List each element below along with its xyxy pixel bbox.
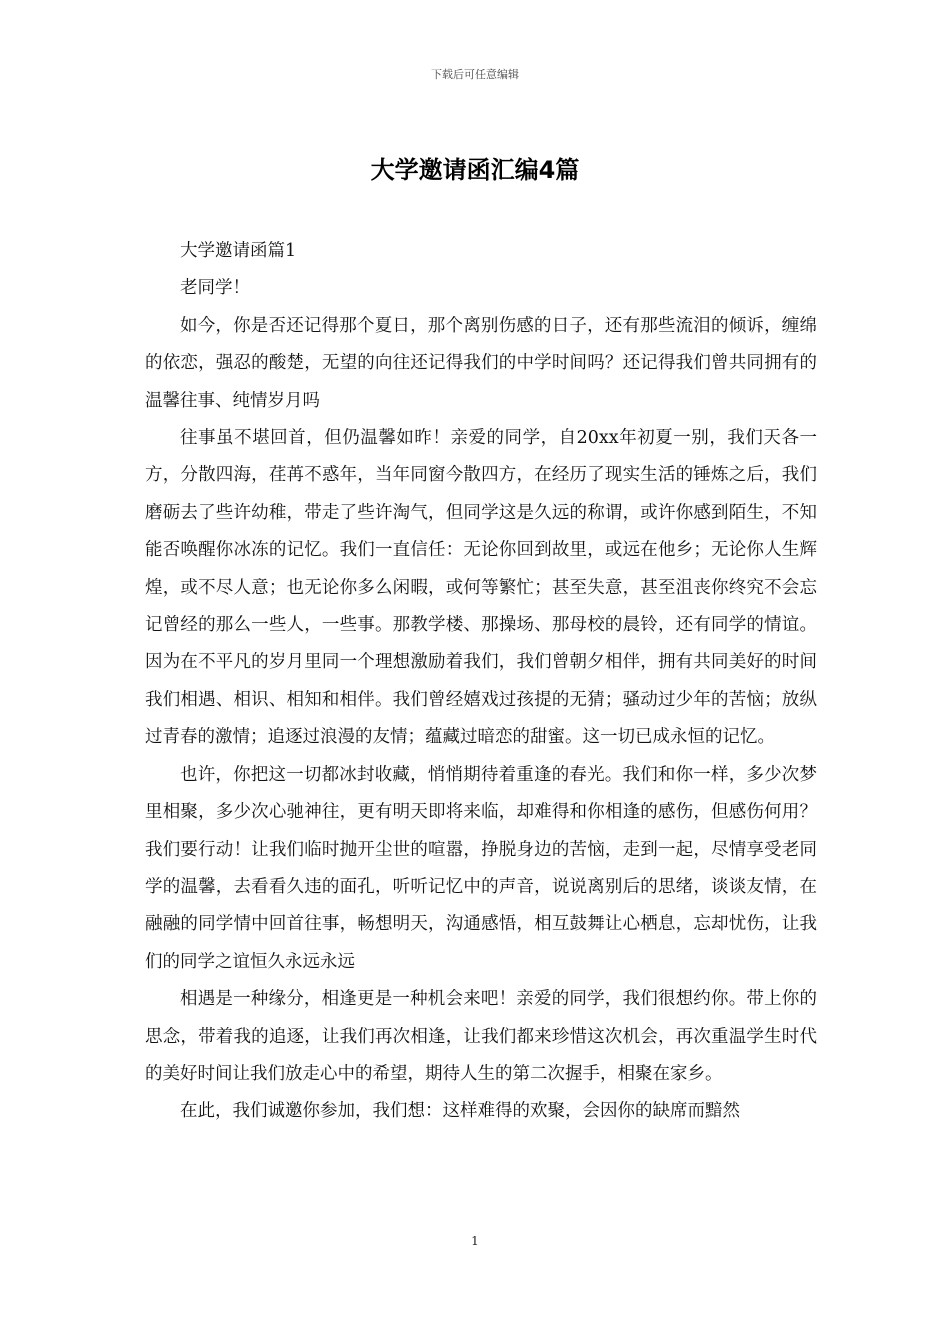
paragraph-2: 往事虽不堪回首，但仍温馨如昨！亲爱的同学，自20xx年初夏一别，我们天各一方，分散四海，荏苒不惑年，当年同窗今散四方，在经历了现实生活的锤炼之后，我们磨砺去了些许幼稚，带走了些许淘气，但同学这是久远的称谓，或许你感到陌生，不知能否唤醒你冰冻的记忆。我们一直信任：无论你回到故里，或远在他乡；无论你人生辉煌，或不尽人意；也无论你多么闲暇，或何等繁忙；甚至失意，甚至沮丧你终究不会忘记曾经的那么一些人，一些事。那教学楼、那操场、那母校的晨铃，还有同学的情谊。因为在不平凡的岁月里同一个理想激励着我们，我们曾朝夕相伴，拥有共同美好的时间我们相遇、相识、相知和相伴。我们曾经嬉戏过孩提的无猜；骚动过少年的苦恼；放纵过青春的激情；追逐过浪漫的友情；蕴藏过暗恋的甜蜜。这一切已成永恒的记忆。 (145, 428, 817, 748)
header-note: 下载后可任意编辑 (431, 68, 519, 81)
page-number: 1 (471, 1234, 479, 1248)
section-heading: 大学邀请函篇1 (180, 241, 297, 261)
document-body (145, 233, 817, 1131)
paragraph-5: 在此，我们诚邀你参加，我们想：这样难得的欢聚，会因你的缺席而黯然 (180, 1101, 740, 1122)
paragraph-4: 相遇是一种缘分，相逢更是一种机会来吧！亲爱的同学，我们很想约你。带上你的思念，带着我的追逐，让我们再次相逢，让我们都来珍惜这次机会，再次重温学生时代的美好时间让我们放走心中的希望，期待人生的第二次握手，相聚在家乡。 (145, 989, 817, 1084)
document-title: 大学邀请函汇编4篇 (370, 156, 580, 184)
paragraph-3: 也许，你把这一切都冰封收藏，悄悄期待着重逢的春光。我们和你一样，多少次梦里相聚，多少次心驰神往，更有明天即将来临，却难得和你相逢的感伤，但感伤何用？我们要行动！让我们临时抛开尘世的喧嚣，挣脱身边的苦恼，走到一起，尽情享受老同学的温馨，去看看久违的面孔，听听记忆中的声音，说说离别后的思绪，谈谈友情，在融融的同学情中回首往事，畅想明天，沟通感悟，相互鼓舞让心栖息，忘却忧伤，让我们的同学之谊恒久永远永远 (145, 764, 817, 972)
paragraph-1: 如今，你是否还记得那个夏日，那个离别伤感的日子，还有那些流泪的倾诉，缠绵的依恋，强忍的酸楚，无望的向往还记得我们的中学时间吗？还记得我们曾共同拥有的温馨往事、纯情岁月吗 (145, 315, 817, 411)
greeting: 老同学！ (180, 278, 250, 299)
